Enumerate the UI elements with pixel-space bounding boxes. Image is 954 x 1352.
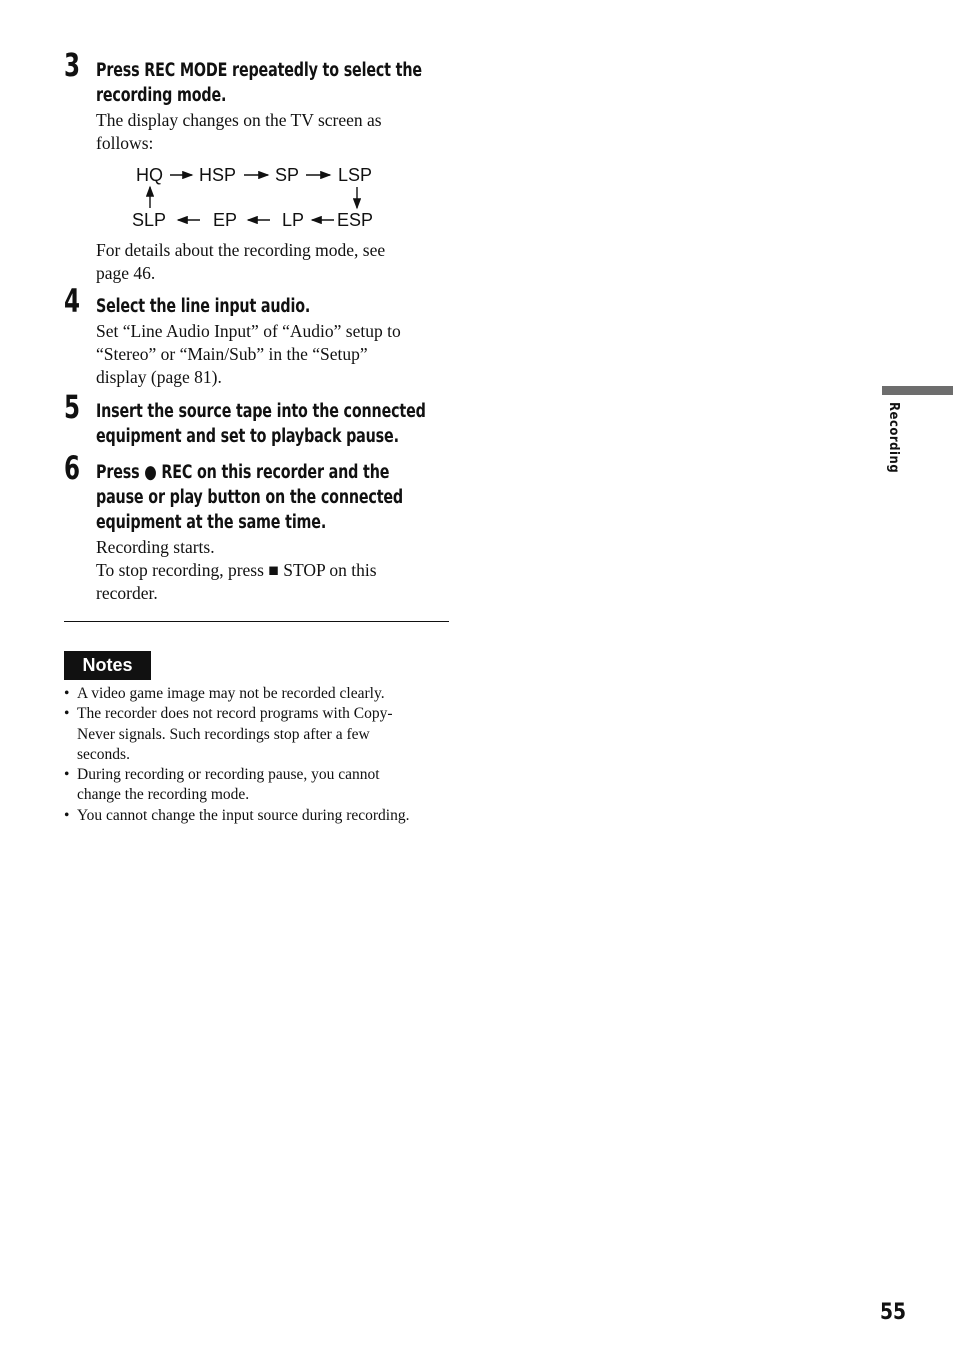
section-tab-label: Recording — [886, 402, 901, 474]
step-body: Recording starts. To stop recording, press ■ STOP on this recorder. — [96, 537, 377, 603]
step-3 — [64, 48, 454, 155]
step-number: 6 — [64, 449, 81, 487]
section-divider — [64, 621, 449, 622]
step-number: 5 — [64, 388, 81, 426]
step-number: 3 — [64, 46, 81, 84]
mode-hq: HQ — [136, 165, 163, 185]
note-item: • A video game image may not be recorded clearly. — [64, 684, 454, 704]
step-6 — [64, 451, 454, 605]
bullet-icon: • — [64, 806, 70, 824]
note-item: • During recording or recording pause, you cannot change the recording mode. — [64, 766, 380, 804]
step-body: The display changes on the TV screen as follows: — [96, 110, 382, 153]
mode-hsp: HSP — [199, 165, 237, 185]
mode-ep: EP — [213, 210, 238, 230]
notes-list — [64, 684, 454, 826]
step-number: 4 — [64, 282, 81, 320]
notes-heading: Notes — [64, 651, 151, 680]
bullet-icon: • — [64, 705, 70, 723]
note-item: • You cannot change the input source during recording. — [64, 806, 454, 826]
mode-esp: ESP — [337, 210, 374, 230]
mode-sp: SP — [275, 165, 300, 185]
recording-mode-diagram — [126, 160, 396, 240]
bullet-icon: • — [64, 685, 70, 702]
step-4 — [64, 284, 454, 389]
step-title: Select the line input audio. — [96, 296, 311, 317]
bullet-icon: • — [64, 766, 70, 784]
step-5 — [64, 390, 454, 449]
page-number: 55 — [880, 1300, 907, 1325]
step-title: Press ● REC on this recorder and the pause or play button on the connected equipment at the same time. — [96, 462, 404, 533]
step-title: Insert the source tape into the connected equipment and set to playback pause. — [96, 401, 426, 447]
note-item: • The recorder does not record programs with Copy- Never signals. Such recordings stop after a few seconds. — [64, 705, 393, 763]
mode-slp: SLP — [132, 210, 167, 230]
mode-lsp: LSP — [338, 165, 373, 185]
step-title: Press REC MODE repeatedly to select the recording mode. — [96, 60, 422, 106]
mode-lp: LP — [282, 210, 305, 230]
section-tab-bar — [882, 386, 953, 395]
step-body: Set “Line Audio Input” of “Audio” setup to “Stereo” or “Main/Sub” in the “Setup” display (page 81). — [96, 321, 401, 387]
step-3-details: For details about the recording mode, see page 46. — [96, 240, 386, 283]
